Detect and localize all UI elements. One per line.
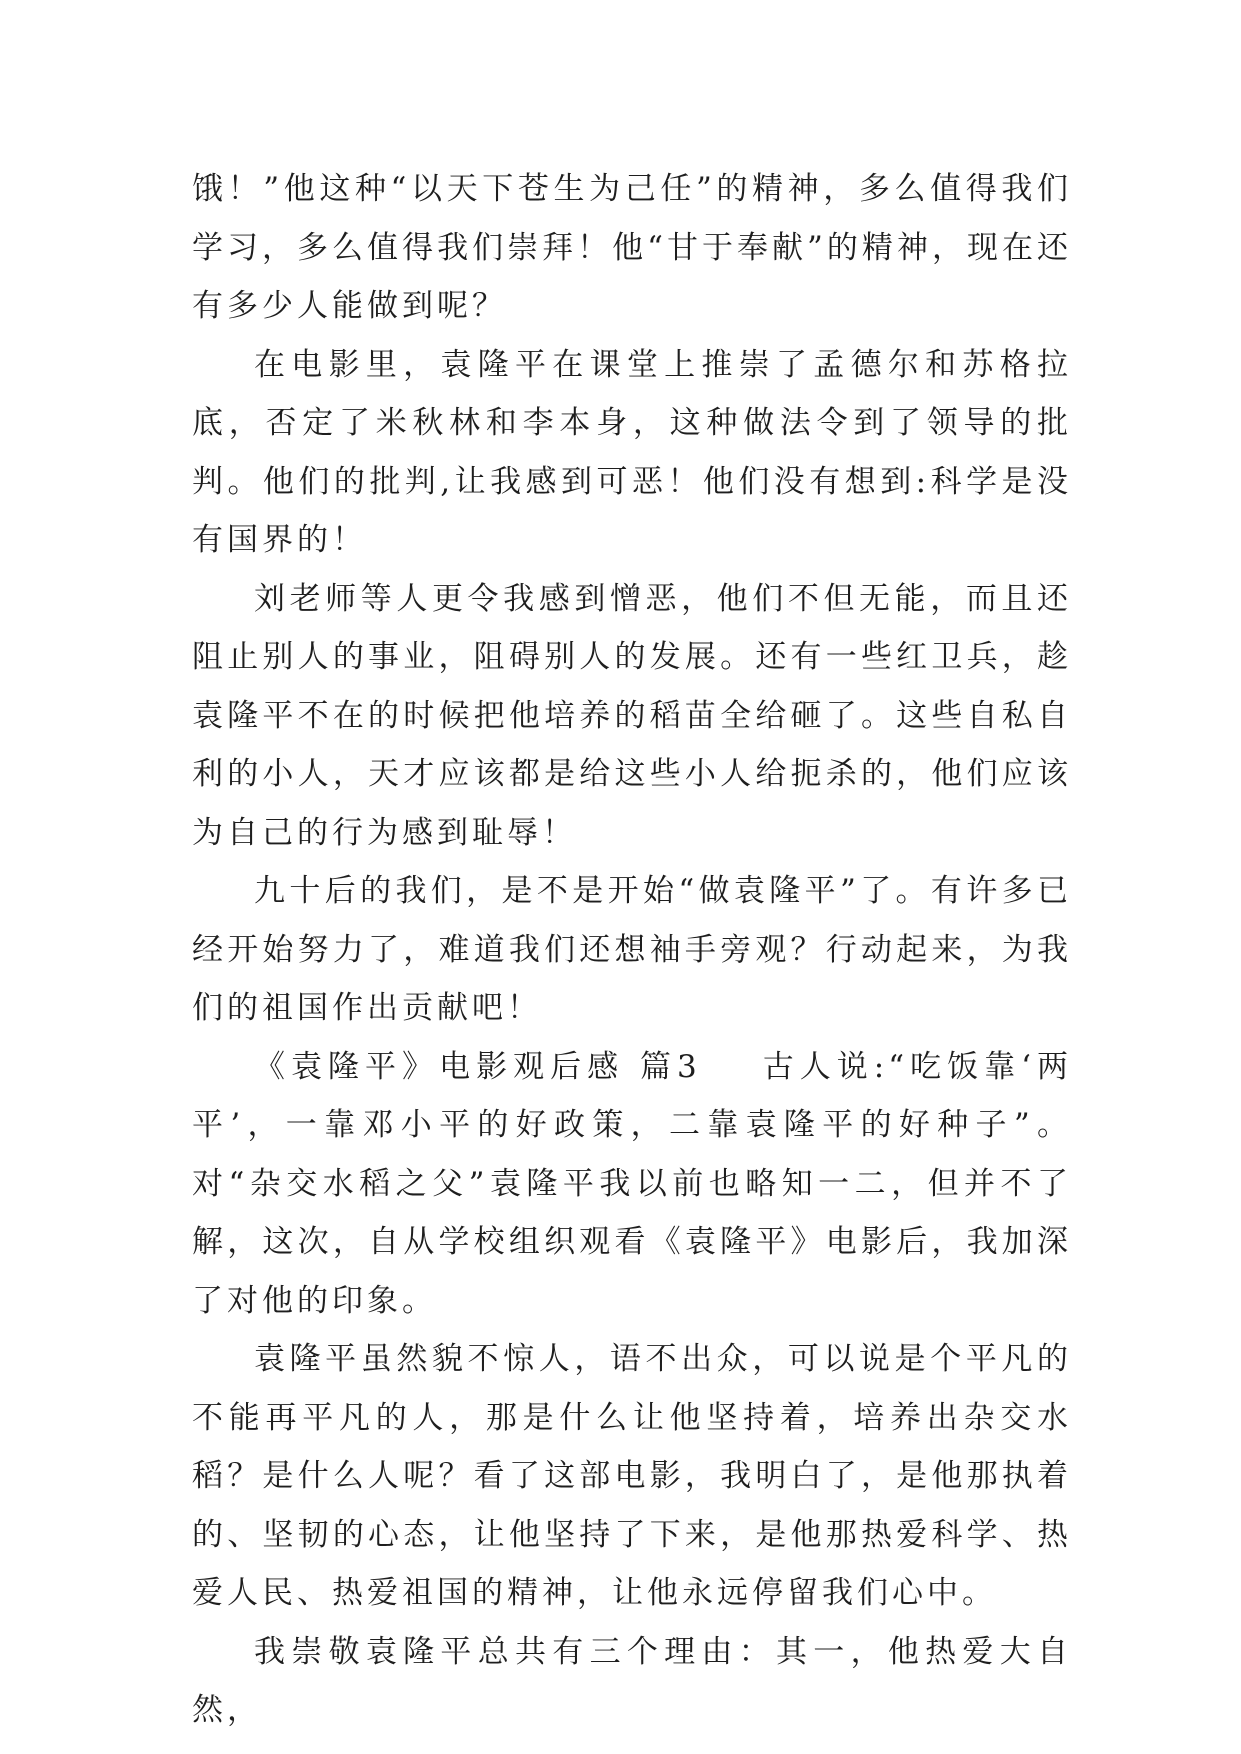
paragraph-section-3 bbox=[192, 1038, 1072, 1331]
section-intro-text: 古人说:“吃饭靠‘两平’，一靠邓小平的好政策，二靠袁隆平的好种子”。对“杂交水稻之父”袁隆平我以前也略知一二，但并不了解，这次，自从学校组织观看《袁隆平》电影后，我加深了对他的印象。 bbox=[192, 1048, 1072, 1319]
paragraph-continuation: 饿！”他这种“以天下苍生为己任”的精神，多么值得我们学习，多么值得我们崇拜！他“甘于奉献”的精神，现在还有多少人能做到呢？ bbox=[192, 171, 1072, 324]
paragraph-three-reasons: 我崇敬袁隆平总共有三个理由：其一，他热爱大自然， bbox=[192, 1633, 1072, 1728]
paragraph-ordinary-man: 袁隆平虽然貌不惊人，语不出众，可以说是个平凡的不能再平凡的人，那是什么让他坚持着，培养出杂交水稻？是什么人呢？看了这部电影，我明白了，是他那执着的、坚韧的心态，让他坚持了下来，是他那热爱科学、热爱人民、热爱祖国的精神，让他永远停留我们心中。 bbox=[192, 1341, 1072, 1611]
paragraph-teacher-liu: 刘老师等人更令我感到憎恶，他们不但无能，而且还阻止别人的事业，阻碍别人的发展。还有一些红卫兵，趁袁隆平不在的时候把他培养的稻苗全给砸了。这些自私自利的小人，天才应该都是给这些小人给扼杀的，他们应该为自己的行为感到耻辱！ bbox=[192, 580, 1072, 851]
document-body bbox=[192, 160, 1072, 1740]
paragraph-post90s: 九十后的我们，是不是开始“做袁隆平”了。有许多已经开始努力了，难道我们还想袖手旁观？行动起来，为我们的祖国作出贡献吧！ bbox=[192, 873, 1072, 1026]
section-heading: 《袁隆平》电影观后感 篇3 bbox=[254, 1048, 701, 1085]
paragraph-film-classroom: 在电影里，袁隆平在课堂上推崇了孟德尔和苏格拉底，否定了米秋林和李本身，这种做法令到了领导的批判。他们的批判,让我感到可恶！他们没有想到:科学是没有国界的！ bbox=[192, 346, 1072, 558]
